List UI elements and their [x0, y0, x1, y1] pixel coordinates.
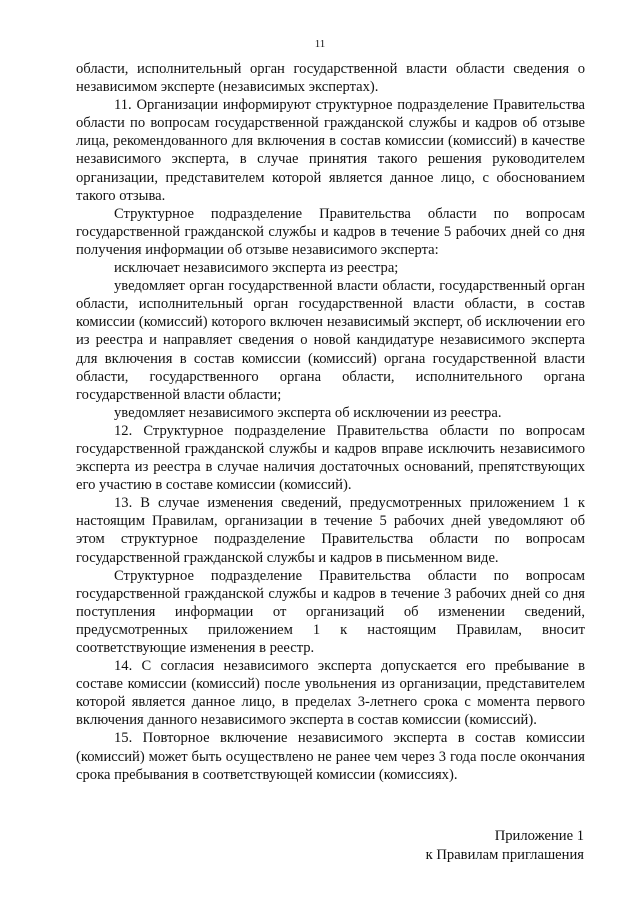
- appendix-heading: [426, 827, 584, 865]
- appendix-title: Приложение 1: [494, 828, 584, 844]
- paragraph: 11. Организации информируют структурное подразделение Правительства области по вопросам государственной гражданской службы и кадров об отзыве лица, рекомендованного для включения в состав комиссии (комиссий) в качестве независимого эксперта, в случае принятия такого решения руководителем организации, представителем которой является данное лицо, с обоснованием такого отзыва.: [76, 97, 585, 204]
- paragraph: исключает независимого эксперта из реестра;: [114, 260, 399, 277]
- paragraph: 15. Повторное включение независимого эксперта в состав комиссии (комиссий) может быть осуществлено не ранее чем через 3 года после окончания срока пребывания в соответствующей комиссии (комиссиях).: [76, 730, 585, 783]
- appendix-subtitle: к Правилам приглашения: [425, 847, 584, 863]
- paragraph: области, исполнительный орган государственной власти области сведения о независимом эксперте (независимых экспертах).: [76, 61, 585, 96]
- paragraph: Структурное подразделение Правительства области по вопросам государственной гражданской службы и кадров в течение 3 рабочих дней со дня поступления информации от организаций об изменении сведений, предусмотренных приложением 1 к настоящим Правилам, вносит соответствующие изменения в реестр.: [76, 567, 585, 656]
- paragraph: 13. В случае изменения сведений, предусмотренных приложением 1 к настоящим Правилам, организации в течение 5 рабочих дней уведомляют об этом структурное подразделение Правительства области по вопросам государственной гражданской службы и кадров в письменном виде.: [76, 495, 585, 566]
- page-number: 11: [314, 38, 326, 50]
- paragraph: уведомляет независимого эксперта об исключении из реестра.: [114, 404, 502, 421]
- paragraph: 12. Структурное подразделение Правительства области по вопросам государственной гражданской службы и кадров вправе исключить независимого эксперта из реестра в случае наличия достаточных оснований, препятствующих его участию в составе комиссии (комиссий).: [76, 422, 585, 494]
- document-body: [76, 60, 585, 784]
- paragraph: 14. С согласия независимого эксперта допускается его пребывание в составе комиссии (комиссий) после увольнения из организации, представителем которой является данное лицо, в пределах 3-летнего срока с момента первого включения данного независимого эксперта в состав комиссии (комиссий).: [76, 658, 585, 729]
- paragraph: Структурное подразделение Правительства области по вопросам государственной гражданской службы и кадров в течение 5 рабочих дней со дня получения информации об отзыве независимого эксперта:: [76, 205, 585, 258]
- paragraph: уведомляет орган государственной власти области, государственный орган области, исполнительный орган государственной власти области, в состав комиссии (комиссий) которого включен независимый эксперт, об исключении его из реестра и направляет сведения о новой кандидатуре независимого эксперта для включения в состав комиссии (комиссий) органа государственной власти области, государственного органа области, исполнительного органа государственной власти области;: [76, 278, 585, 403]
